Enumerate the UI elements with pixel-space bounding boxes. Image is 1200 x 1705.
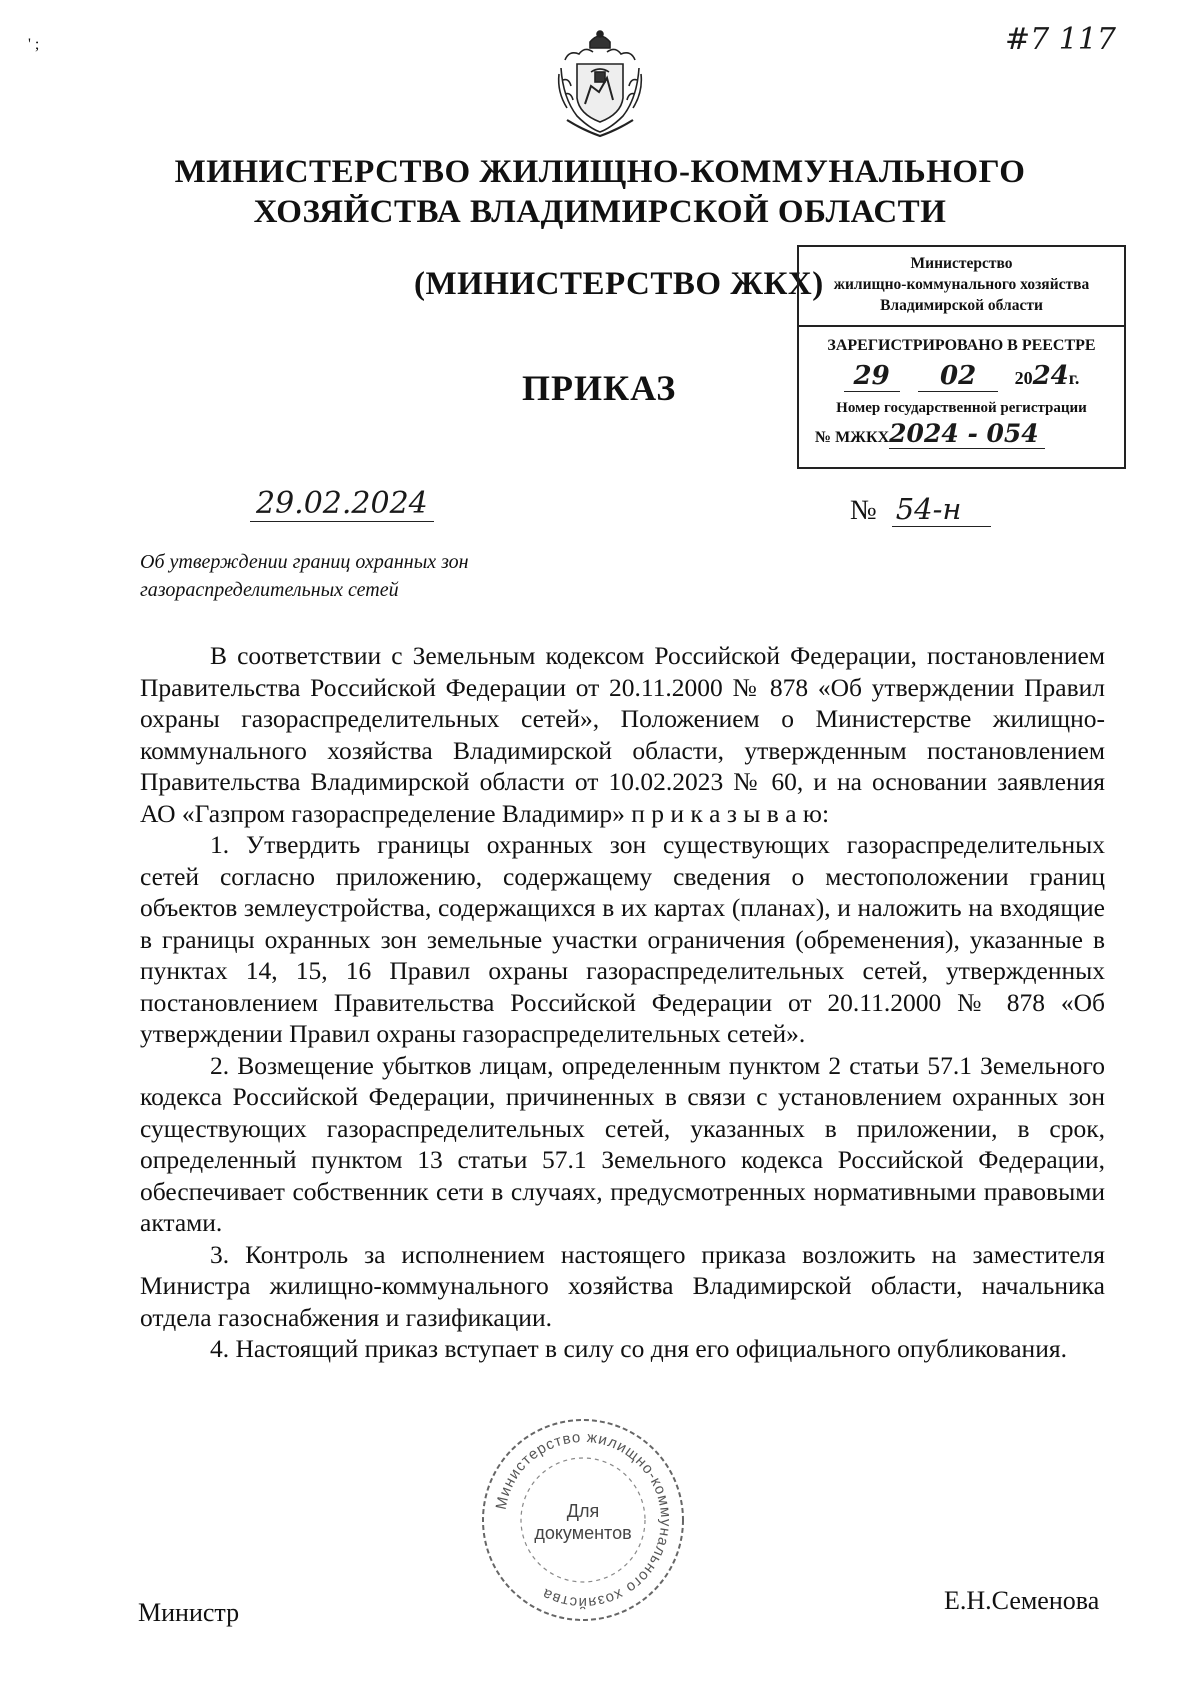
stamp-reg-date bbox=[799, 361, 1124, 392]
stamp-reg-year-end: г. bbox=[1068, 368, 1080, 388]
order-number-label: № bbox=[850, 495, 877, 526]
ministry-name-line2: ХОЗЯЙСТВА ВЛАДИМИРСКОЙ ОБЛАСТИ bbox=[253, 194, 947, 230]
order-body bbox=[140, 640, 1105, 1365]
stamp-number bbox=[799, 419, 1124, 449]
preamble-paragraph: В соответствии с Земельным кодексом Российской Федерации, постановлением Правительства Российской Федерации от 20.11.2000 № 878 «Об утверждении Правил охраны газораспределительных сетей», Положением о Министерстве жилищно-коммунального хозяйства Владимирской области, утвержденным постановлением Правительства Владимирской области от 10.02.2023 № 60, и на основании заявления АО «Газпром газораспределение Владимир» п р и к а з ы в а ю: bbox=[140, 641, 1105, 828]
seal-center-line2: документов bbox=[534, 1523, 632, 1543]
order-subject-line1: Об утверждении границ охранных зон bbox=[140, 551, 469, 573]
order-subject bbox=[140, 548, 469, 604]
coat-of-arms-emblem bbox=[555, 28, 645, 138]
order-number-value: 54-н bbox=[892, 492, 991, 527]
seal-ring-text: Министерство жилищно-коммунального хозяйства bbox=[492, 1428, 675, 1612]
registration-stamp bbox=[797, 245, 1126, 469]
document-type-title: ПРИКАЗ bbox=[522, 368, 677, 408]
official-seal bbox=[478, 1415, 688, 1625]
order-item-3: 3. Контроль за исполнением настоящего приказа возложить на заместителя Министра жилищно-коммунального хозяйства Владимирской области, начальника отдела газоснабжения и газификации. bbox=[140, 1239, 1105, 1332]
stamp-reg-year-suffix: 24 bbox=[1032, 361, 1069, 391]
stamp-org-block bbox=[799, 247, 1124, 327]
stamp-number-prefix: № МЖКХ bbox=[815, 429, 890, 446]
corner-mark-left: ' ; bbox=[28, 36, 40, 53]
signatory-position: Министр bbox=[138, 1598, 240, 1627]
order-item-1: 1. Утвердить границы охранных зон существующих газораспределительных сетей согласно приложению, содержащему сведения о местоположении границ объектов землеустройства, содержащихся в их картах (планах), и наложить на входящие в границы охранных зон земельные участки ограничения (обременения), указанные в пунктах 14, 15, 16 Правил охраны газораспределительных сетей, утвержденных постановлением Правительства Российской Федерации от 20.11.2000 № 878 «Об утверждении Правил охраны газораспределительных сетей». bbox=[140, 830, 1105, 1048]
stamp-reg-day: 29 bbox=[844, 361, 900, 392]
ministry-short-name: (МИНИСТЕРСТВО ЖКХ) bbox=[414, 266, 824, 302]
ministry-name-line1: МИНИСТЕРСТВО ЖИЛИЩНО-КОММУНАЛЬНОГО bbox=[174, 154, 1026, 190]
stamp-org-line1: Министерство bbox=[910, 255, 1013, 272]
order-date: 29.02.2024 bbox=[250, 486, 434, 522]
stamp-reg-year-prefix: 20 bbox=[1014, 368, 1033, 388]
order-number bbox=[850, 492, 991, 527]
stamp-org-line2: жилищно-коммунального хозяйства bbox=[833, 276, 1090, 293]
stamp-number-label: Номер государственной регистрации bbox=[836, 400, 1087, 416]
handwritten-archive-mark: #7 117 bbox=[1005, 22, 1117, 57]
stamp-number-value: 2024 - 054 bbox=[889, 419, 1045, 449]
stamp-reg-month: 02 bbox=[918, 361, 998, 392]
order-item-2: 2. Возмещение убытков лицам, определенным пунктом 2 статьи 57.1 Земельного кодекса Российской Федерации, причиненных в связи с установлением охранных зон существующих газораспределительных сетей, указанных в приложении, в срок, определенный пунктом 13 статьи 57.1 Земельного кодекса Российской Федерации, обеспечивает собственник сети в случаях, предусмотренных нормативными правовыми актами. bbox=[140, 1050, 1105, 1237]
seal-center-line1: Для bbox=[566, 1501, 600, 1521]
stamp-org-line3: Владимирской области bbox=[880, 297, 1043, 314]
stamp-registered-label: ЗАРЕГИСТРИРОВАНО В РЕЕСТРЕ bbox=[827, 337, 1096, 354]
order-subject-line2: газораспределительных сетей bbox=[140, 579, 399, 601]
signatory-name: Е.Н.Семенова bbox=[944, 1586, 1100, 1615]
order-item-4: 4. Настоящий приказ вступает в силу со дня его официального опубликования. bbox=[210, 1334, 1067, 1363]
